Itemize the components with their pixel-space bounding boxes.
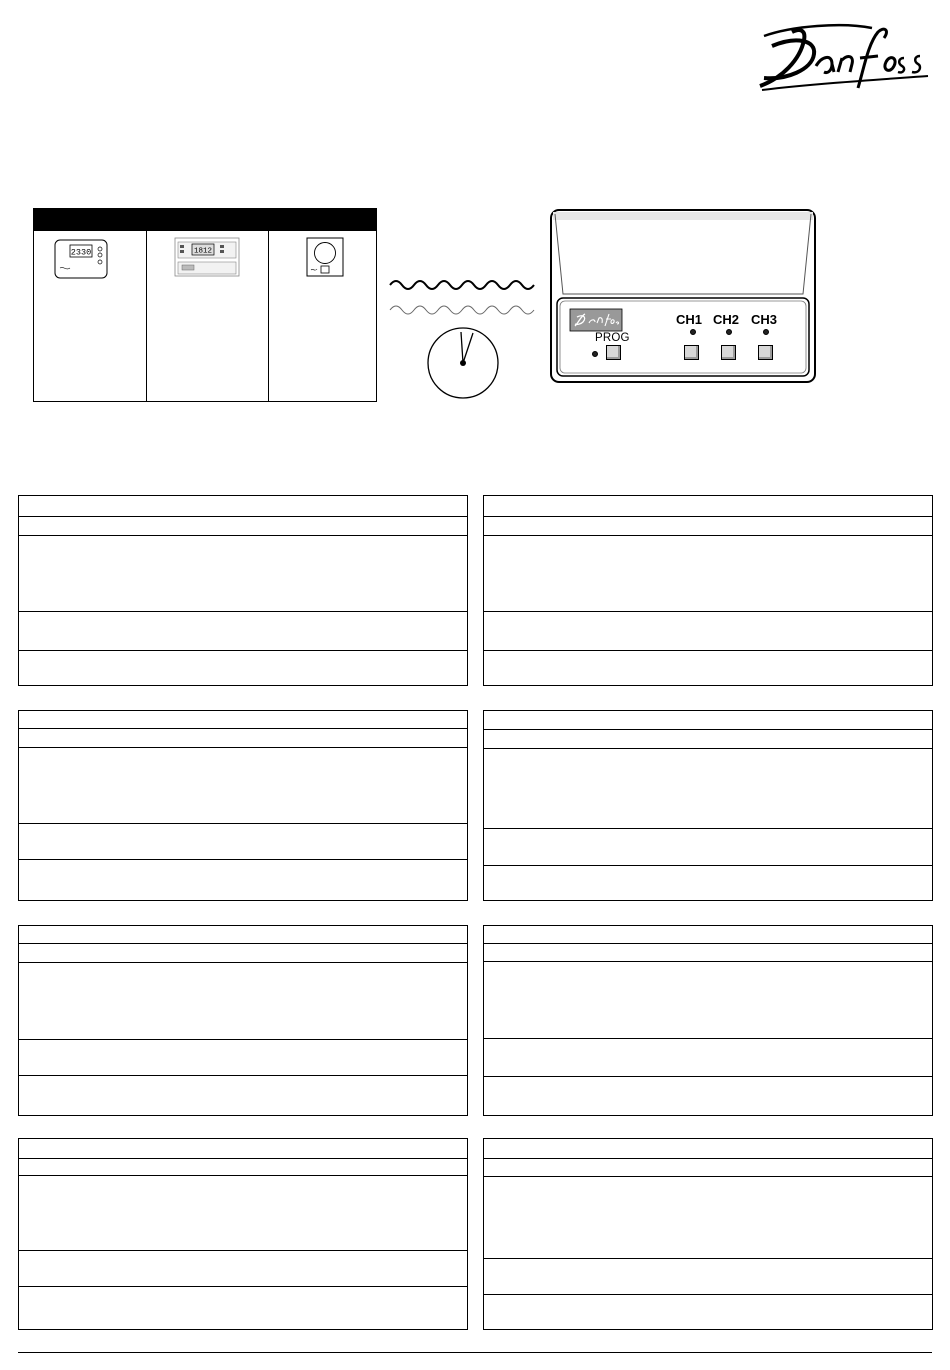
table-row [19, 963, 467, 1040]
table-row [19, 944, 467, 963]
receiver-body [549, 208, 817, 384]
programmer-illustration [174, 237, 242, 279]
table-row [484, 829, 932, 866]
table-row [19, 1040, 467, 1076]
table-right-1 [483, 495, 933, 686]
prog-button[interactable] [606, 345, 621, 360]
receiver-logo [569, 308, 623, 332]
table-left-4 [18, 1138, 468, 1330]
ch1-button[interactable] [684, 345, 699, 360]
table-row [19, 824, 467, 860]
programmable-thermostat-illustration [54, 239, 110, 281]
danfoss-logo [752, 18, 934, 93]
ch3-button[interactable] [758, 345, 773, 360]
ch2-label: CH2 [713, 312, 740, 327]
programmer-display-text: 1812 [193, 247, 213, 256]
table-row [484, 926, 932, 944]
table-right-3 [483, 925, 933, 1116]
table-row [484, 1295, 932, 1329]
table-row [484, 1177, 932, 1259]
dial-thermostat-illustration [306, 237, 346, 279]
table-row [484, 612, 932, 651]
table-row [19, 748, 467, 824]
table-row [19, 1176, 467, 1251]
table-row [19, 1159, 467, 1176]
table-row [484, 517, 932, 536]
table-row [484, 1259, 932, 1295]
table-row [19, 711, 467, 729]
footer-divider [18, 1352, 932, 1353]
table-row [19, 926, 467, 944]
table-row [19, 517, 467, 536]
table-row [19, 1287, 467, 1329]
table-row [484, 536, 932, 612]
ch2-button[interactable] [721, 345, 736, 360]
table-row [19, 860, 467, 900]
table-row [484, 651, 932, 685]
table-row [484, 1077, 932, 1115]
ch3-label: CH3 [751, 312, 778, 327]
ch3-led [763, 329, 769, 335]
table-row [19, 536, 467, 612]
table-left-1 [18, 495, 468, 686]
device-strip [33, 208, 377, 402]
receiver-unit [549, 208, 817, 384]
ch2-led [726, 329, 732, 335]
ch1-label: CH1 [676, 312, 703, 327]
clock-icon [426, 326, 500, 400]
table-left-3 [18, 925, 468, 1116]
thermostat-display-text: 2330 [70, 247, 92, 258]
device-cell-thermostat [34, 231, 147, 401]
table-row [484, 711, 932, 730]
ch1-led [690, 329, 696, 335]
table-row [484, 730, 932, 749]
table-row [484, 944, 932, 962]
table-row [484, 866, 932, 900]
prog-label: PROG [595, 332, 630, 344]
radio-signal-waves [388, 276, 543, 320]
signal-wave-primary [390, 281, 534, 289]
table-left-2 [18, 710, 468, 901]
table-row [484, 1039, 932, 1077]
table-row [19, 1251, 467, 1287]
table-row [484, 496, 932, 517]
signal-wave-secondary [390, 306, 534, 314]
device-cell-dial-thermostat [268, 231, 376, 401]
table-row [484, 962, 932, 1039]
table-right-4 [483, 1138, 933, 1330]
table-row [19, 651, 467, 685]
table-row [19, 1139, 467, 1159]
table-row [484, 1159, 932, 1177]
table-row [19, 612, 467, 651]
table-right-2 [483, 710, 933, 901]
prog-led [592, 351, 598, 357]
table-row [19, 729, 467, 748]
table-row [484, 1139, 932, 1159]
table-row [19, 496, 467, 517]
table-row [19, 1076, 467, 1115]
table-row [484, 749, 932, 829]
device-cell-programmer [146, 231, 269, 401]
device-strip-header [34, 209, 376, 231]
